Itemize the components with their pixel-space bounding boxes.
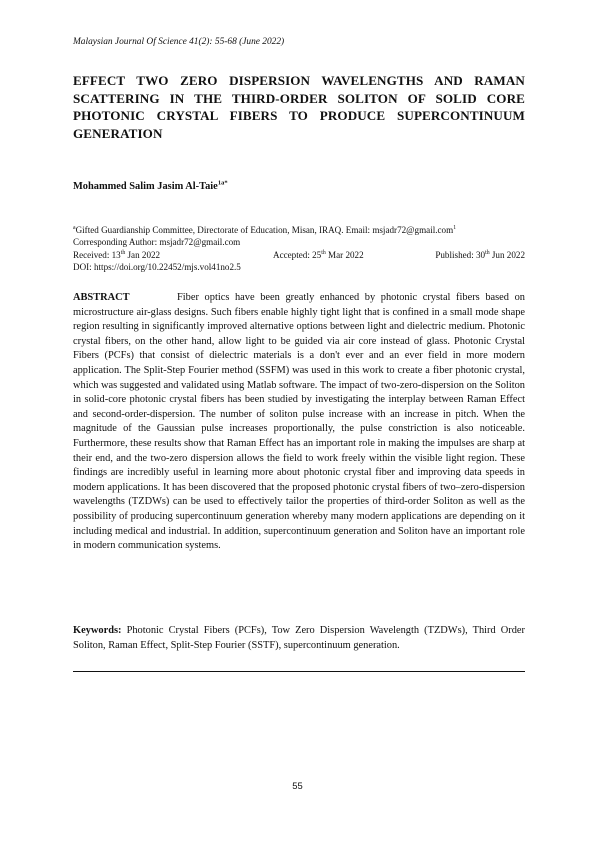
published-date-prefix: Published: 30 [435, 249, 486, 260]
received-date [73, 249, 160, 261]
keywords-text: Photonic Crystal Fibers (PCFs), Tow Zero Dispersion Wavelength (TZDWs), Third Order Soliton, Raman Effect, Split-Step Fourier (SSTF), supercontinuum generation. [73, 625, 525, 651]
affiliation-text: Gifted Guardianship Committee, Directorate of Education, Misan, IRAQ. Email: msjadr72@gmail.com [75, 225, 454, 235]
keywords-label: Keywords: [73, 625, 122, 636]
received-date-ordinal: th [120, 249, 126, 256]
abstract-text: Fiber optics have been greatly enhanced by photonic crystal fibers based on microstructure air-glass designs. Such fibers enable highly tight light that is confined in a small mode shape region resulting in significantly improved alternative options between light and dielectric medium. Photonic crystal fibers, on the other hand, allow light to be guided via air core instead of glass. Photonic Crystal Fibers (PCFs) that consist of dielectric materials is a don't ever and an ever field in more modern application. The Split-Step Fourier method (SSFM) was used in this work to create a fiber photonic crystal, which was suggested and validated using Matlab software. The impact of two-zero-dispersion on the Soliton in solid-core photonic crystal fibers has been studied by investigating the interplay between Raman Effect and second-order-dispersion. The number of soliton pulse increase with an increase in pitch. When the magnitude of the Gaussian pulse increases proportionally, the pulse constriction is also noticeable. Furthermore, these results show that Raman Effect has an important role in making the impulses are sharp at their end, and the two-zero dispersion allows the field to work freely within the visible light region. These findings are incredibly useful in learning more about photonic crystal fiber and improving data speeds in modern applications. It has been discovered that the proposed photonic crystal fibers of two–zero-dispersion wavelengths (TZDWs) can be used to effectively tailor the properties of third-order Soliton as well as the possibility of producing supercontinuum generation whereby many modern applications are depending on it including medical and industrial. In addition, supercontinuum generation and Soliton have an important role in modern communication systems. [73, 292, 525, 552]
published-date [435, 249, 525, 261]
corresponding-author: Corresponding Author: msjadr72@gmail.com [73, 237, 241, 248]
article-dates [73, 249, 525, 261]
page-number: 55 [292, 780, 303, 791]
received-date-suffix: Jan 2022 [125, 249, 161, 260]
accepted-date-ordinal: th [321, 249, 326, 256]
abstract-label: ABSTRACT [73, 292, 130, 303]
article-metadata [73, 224, 525, 274]
section-divider [73, 671, 525, 672]
keywords [73, 624, 525, 653]
article-title: EFFECT TWO ZERO DISPERSION WAVELENGTHS AND RAMAN SCATTERING IN THE THIRD-ORDER SOLITON OF SOLID CORE PHOTONIC CRYSTAL FIBERS TO PRODUCE SUPERCONTINUUM GENERATION [73, 73, 525, 141]
journal-running-header: Malaysian Journal Of Science 41(2): 55-68 (June 2022) [73, 37, 285, 47]
published-date-ordinal: th [485, 249, 490, 256]
affiliation-mark: a [73, 224, 76, 231]
doi-link[interactable]: DOI: https://doi.org/10.22452/mjs.vol41no2.5 [73, 262, 241, 273]
affiliation [73, 224, 525, 236]
accepted-date-suffix: Mar 2022 [325, 249, 364, 260]
author-name: Mohammed Salim Jasim Al-Taie [73, 181, 218, 192]
author-line [73, 180, 228, 193]
received-date-prefix: Received: 13 [73, 249, 121, 260]
accepted-date [273, 249, 364, 261]
published-date-suffix: Jun 2022 [489, 249, 525, 260]
author-affiliation-marks: 1a* [217, 179, 228, 187]
accepted-date-prefix: Accepted: 25 [273, 249, 322, 260]
affiliation-endmark: 1 [453, 224, 457, 231]
abstract [73, 291, 525, 554]
